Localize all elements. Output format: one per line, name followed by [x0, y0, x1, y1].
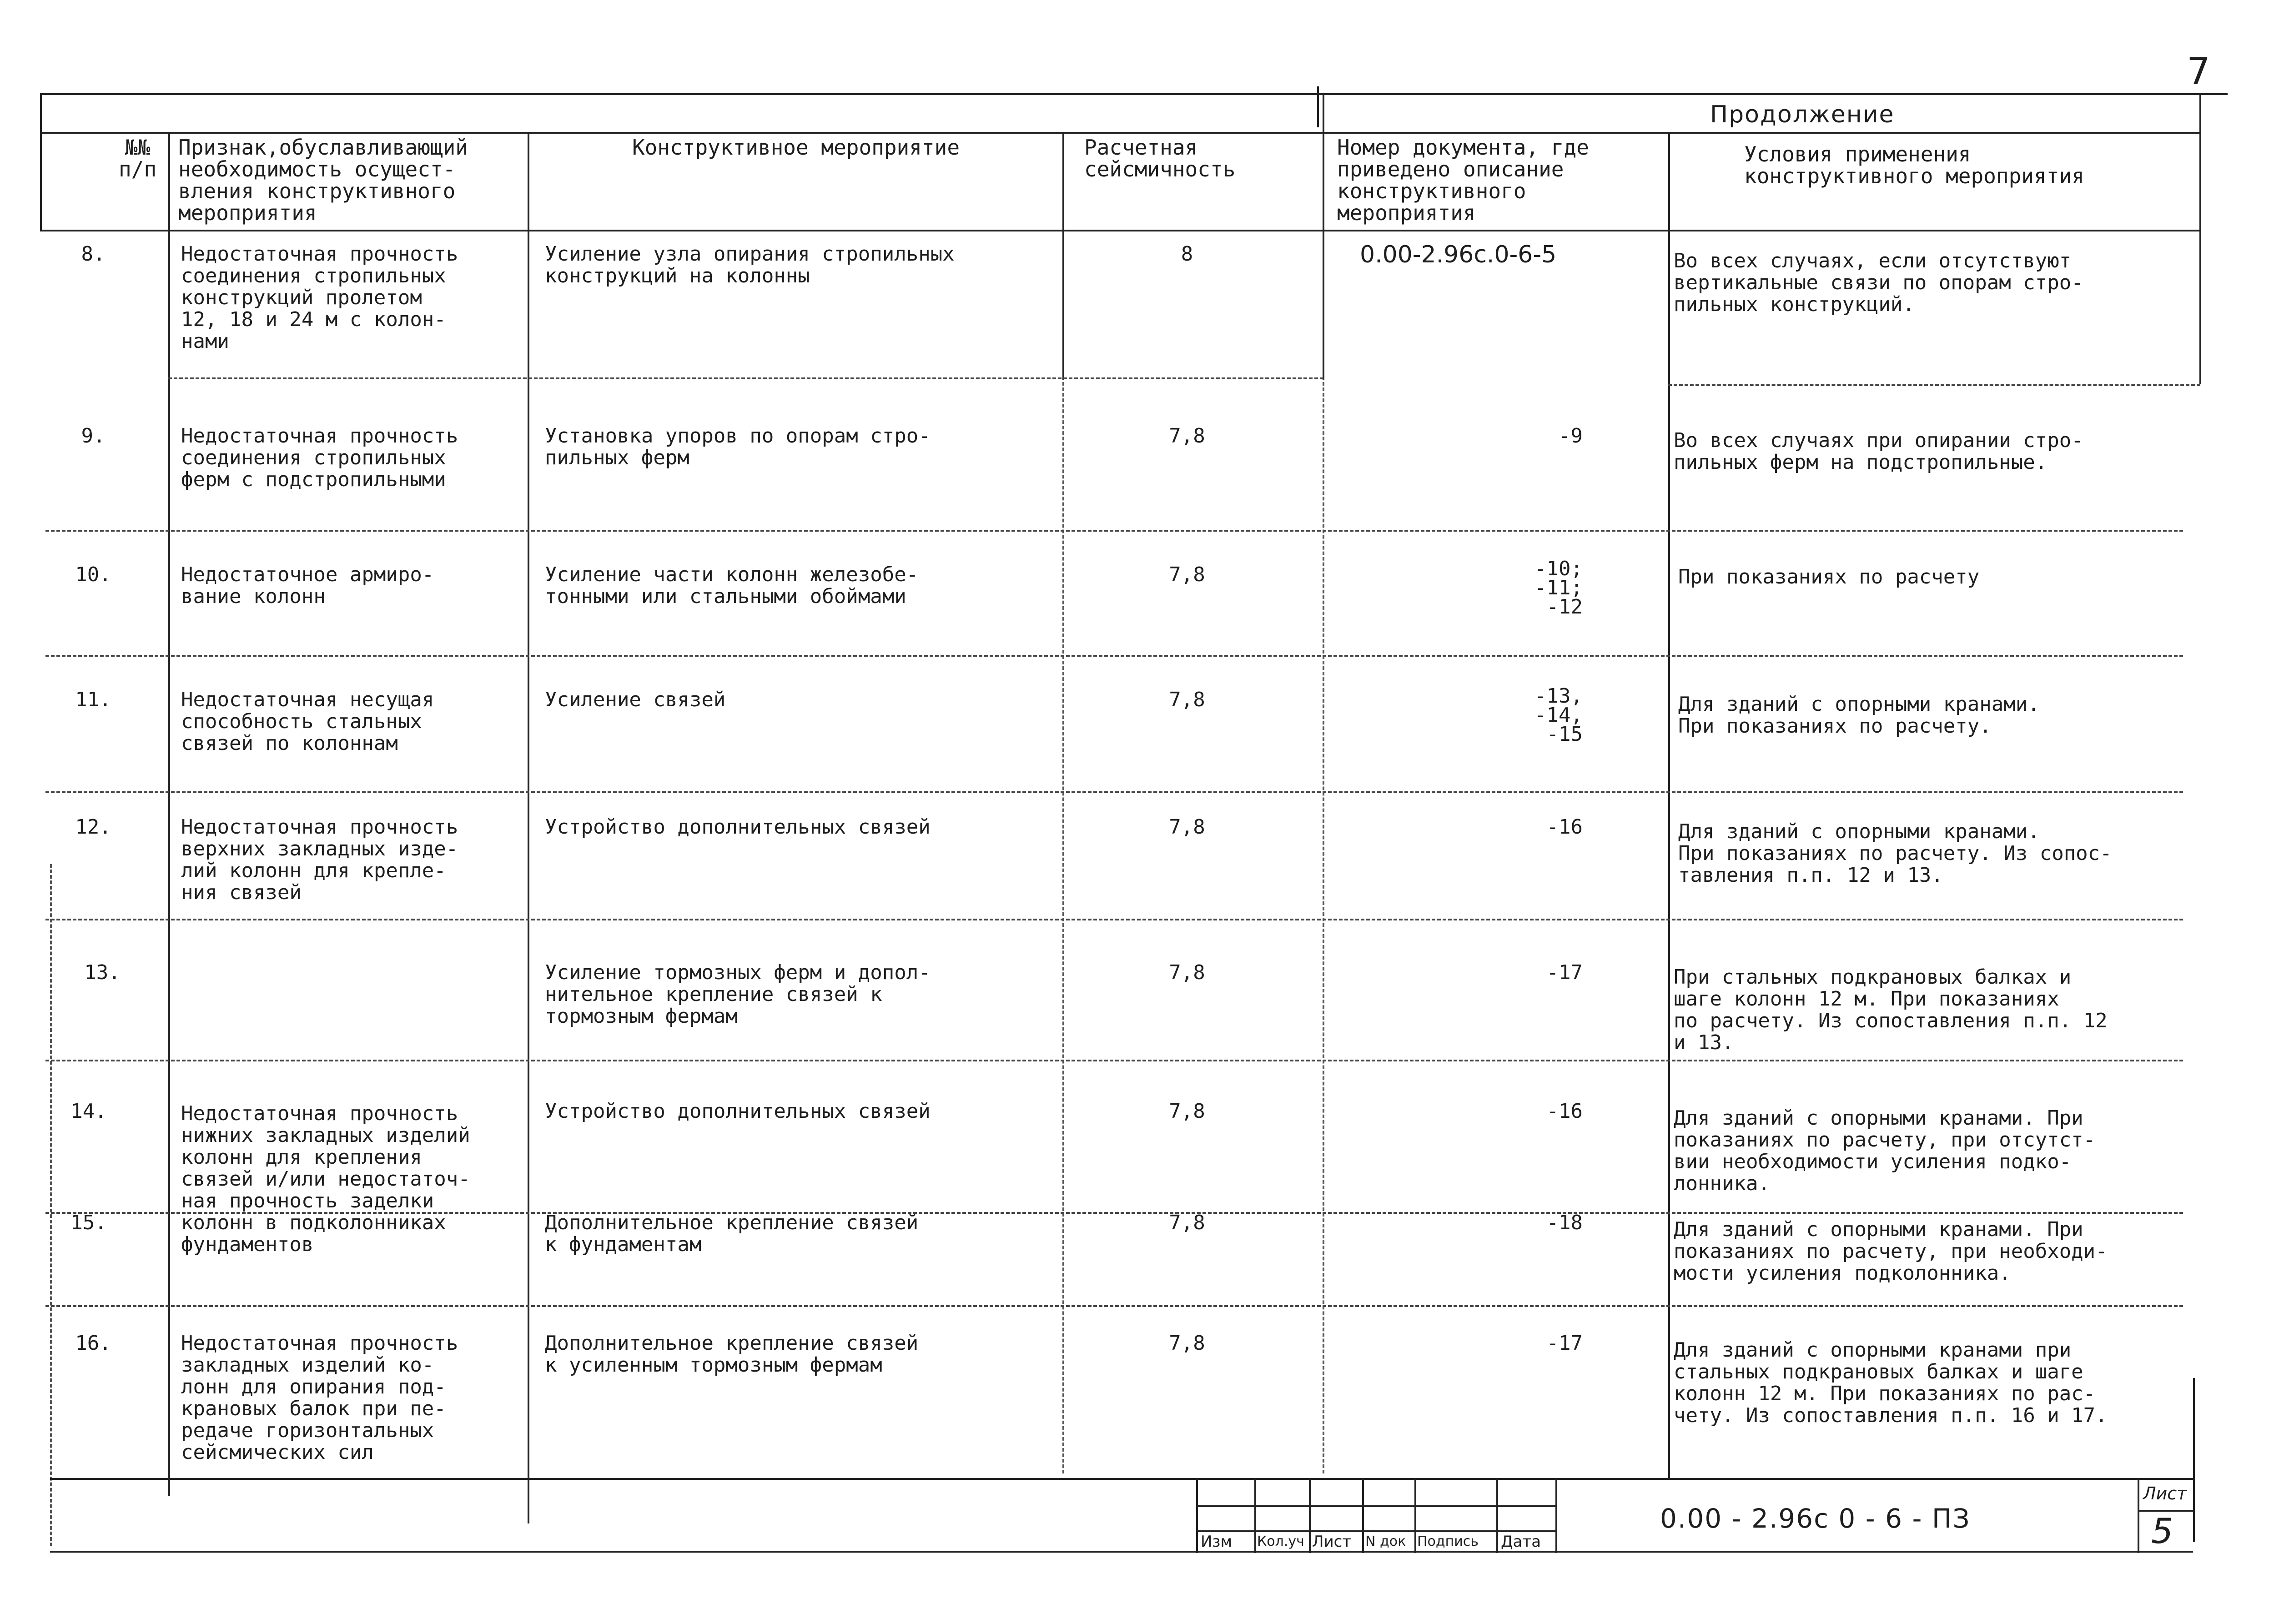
header-number: №№ п/п: [118, 135, 157, 181]
row-sign: Недостаточная прочность соединения стропильных конструкций пролетом 12, 18 и 24 м с колон- нами: [181, 242, 458, 353]
row-number: 13.: [84, 961, 121, 984]
header-doc: Номер документа, где приведено описание конструктивного мероприятия: [1337, 135, 1589, 225]
row-number: 16.: [75, 1332, 111, 1355]
continuation-label: Продолжение: [1710, 101, 1895, 128]
row-conditions: Для зданий с опорными кранами. При показаниях по расчету. Из сопос- тавления п.п. 12 и 13.: [1678, 820, 2112, 887]
row-seismic: 8: [1181, 242, 1193, 266]
row-conditions: Для зданий с опорными кранами при стальных подкрановых балках и шаге колонн 12 м. При показаниях по рас- чету. Из сопоставления п.п. 16 и 17.: [1674, 1338, 2108, 1427]
row-conditions: Для зданий с опорными кранами. При показаниях по расчету.: [1678, 693, 2040, 738]
row-measure: Усиление части колонн железобе- тонными или стальными обоймами: [545, 563, 919, 608]
row-doc: -13, -14, -15: [1534, 684, 1583, 746]
row-sign: Недостаточная несущая способность стальных связей по колоннам: [181, 688, 434, 755]
row-seismic: 7,8: [1169, 1211, 1205, 1234]
row-doc: -9: [1559, 424, 1583, 447]
row-conditions: При показаниях по расчету: [1678, 565, 1980, 588]
row-sign: Недостаточная прочность соединения стропильных ферм с подстропильными: [181, 424, 458, 491]
page-number: 7: [2187, 50, 2211, 93]
row-measure: Дополнительное крепление связей к фундаментам: [545, 1211, 919, 1256]
row-seismic: 7,8: [1169, 1100, 1205, 1123]
document-code: 0.00 - 2.96с 0 - 6 - ПЗ: [1660, 1503, 1971, 1534]
row-number: 11.: [75, 688, 111, 711]
header-measure: Конструктивное мероприятие: [632, 135, 960, 160]
sheet-number: 5: [2151, 1511, 2173, 1551]
row-seismic: 7,8: [1169, 688, 1205, 711]
stamp-label-change: Изм: [1201, 1533, 1233, 1551]
row-sign: Недостаточная прочность верхних закладных изде- лий колонн для крепле- ния связей: [181, 815, 458, 904]
row-doc: 0.00-2.96с.0-6-5: [1360, 241, 1557, 268]
row-measure: Усиление тормозных ферм и допол- нительное крепление связей к тормозным фермам: [545, 961, 931, 1028]
stamp-label-date: Дата: [1501, 1533, 1541, 1551]
row-conditions: Для зданий с опорными кранами. При показаниях по расчету, при необходи- мости усиления подколонника.: [1674, 1218, 2108, 1285]
row-conditions: При стальных подкрановых балках и шаге колонн 12 м. При показаниях по расчету. Из сопоставления п.п. 12 и 13.: [1674, 965, 2108, 1054]
row-number: 12.: [75, 815, 111, 839]
stamp-label-count: Кол.уч: [1257, 1533, 1304, 1549]
stamp-label-doc: N док: [1365, 1533, 1406, 1549]
header-sign: Признак,обуславливающий необходимость осущест- вления конструктивного мероприятия: [178, 135, 468, 225]
row-conditions: Во всех случаях при опирании стро- пильных ферм на подстропильные.: [1674, 429, 2083, 474]
row-conditions: Для зданий с опорными кранами. При показаниях по расчету, при отсутст- вии необходимости усиления подко- лонника.: [1674, 1106, 2096, 1195]
row-number: 8.: [81, 242, 106, 266]
row-number: 14.: [70, 1100, 107, 1123]
row-number: 9.: [81, 424, 106, 447]
row-doc: -16: [1546, 815, 1583, 839]
row-seismic: 7,8: [1169, 563, 1205, 586]
row-conditions: Во всех случаях, если отсутствуют вертикальные связи по опорам стро- пильных конструкций.: [1674, 249, 2083, 316]
row-sign: Недостаточная прочность закладных изделий ко- лонн для опирания под- крановых балок при пе- редаче горизонтальных сейсмических сил: [181, 1332, 458, 1464]
row-number: 15.: [70, 1211, 107, 1234]
row-measure: Усиление узла опирания стропильных конструкций на колонны: [545, 242, 955, 287]
row-measure: Устройство дополнительных связей: [545, 815, 931, 839]
sheet-label: Лист: [2143, 1483, 2187, 1503]
row-measure: Дополнительное крепление связей к усиленным тормозным фермам: [545, 1332, 919, 1377]
row-doc: -16: [1546, 1100, 1583, 1123]
row-seismic: 7,8: [1169, 815, 1205, 839]
row-number: 10.: [75, 563, 111, 586]
stamp-label-signature: Подпись: [1417, 1533, 1479, 1549]
row-measure: Усиление связей: [545, 688, 726, 711]
row-sign: Недостаточное армиро- вание колонн: [181, 563, 434, 608]
row-doc: -17: [1546, 1332, 1583, 1355]
row-measure: Установка упоров по опорам стро- пильных ферм: [545, 424, 931, 469]
row-seismic: 7,8: [1169, 961, 1205, 984]
row-seismic: 7,8: [1169, 424, 1205, 447]
row-doc: -10; -11; -12: [1534, 557, 1583, 618]
stamp-label-sheet: Лист: [1312, 1533, 1352, 1551]
header-seismic: Расчетная сейсмичность: [1084, 135, 1236, 181]
row-measure: Устройство дополнительных связей: [545, 1100, 931, 1123]
header-conditions: Условия применения конструктивного мероприятия: [1744, 142, 2084, 188]
row-doc: -18: [1546, 1211, 1583, 1234]
row-doc: -17: [1546, 961, 1583, 984]
row-sign: Недостаточная прочность нижних закладных изделий колонн для крепления связей и/или недостаточ- ная прочность заделки колонн в подколонниках фундаментов: [181, 1102, 470, 1256]
row-seismic: 7,8: [1169, 1332, 1205, 1355]
